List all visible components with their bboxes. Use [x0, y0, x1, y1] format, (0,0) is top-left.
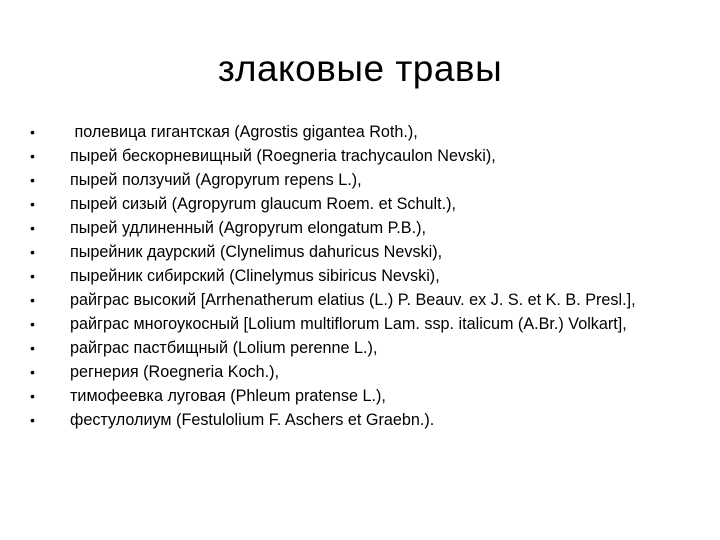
bullet-icon: •	[30, 292, 35, 308]
list-item-text: пырей ползучий (Agropyrum repens L.),	[70, 171, 362, 189]
bullet-icon: •	[30, 196, 35, 212]
list-item-text: тимофеевка луговая (Phleum pratense L.),	[70, 387, 386, 405]
bullet-icon: •	[30, 364, 35, 380]
list-item-text: пырейник сибирский (Clinelymus sibiricus Nevski),	[70, 267, 440, 285]
list-item	[28, 387, 688, 406]
list-item	[28, 315, 688, 334]
list-item	[28, 243, 688, 262]
list-item	[28, 339, 688, 358]
list-item-text: пырейник даурский (Clynelimus dahuricus Nevski),	[70, 243, 443, 261]
list-item	[28, 219, 688, 238]
grass-list	[28, 123, 688, 435]
list-item	[28, 291, 688, 310]
list-item	[28, 147, 688, 166]
list-item-text: пырей удлиненный (Agropyrum elongatum P.B.),	[70, 219, 426, 237]
list-item	[28, 123, 688, 142]
list-item-text: регнерия (Roegneria Koch.),	[70, 363, 280, 381]
slide-title: злаковые травы	[217, 48, 503, 89]
bullet-icon: •	[30, 340, 35, 356]
list-item-text: райграс пастбищный (Lolium perenne L.),	[70, 339, 378, 357]
bullet-icon: •	[30, 316, 35, 332]
list-item-text: пырей бескорневищный (Roegneria trachycaulon Nevski),	[70, 147, 496, 165]
bullet-icon: •	[30, 220, 35, 236]
list-item-text: пырей сизый (Agropyrum glaucum Roem. et Schult.),	[70, 195, 456, 213]
list-item-text: полевица гигантская (Agrostis gigantea Roth.),	[70, 123, 418, 141]
list-item	[28, 267, 688, 286]
list-item-text: райграс высокий [Arrhenatherum elatius (L.) P. Beauv. ex J. S. et K. B. Presl.],	[70, 291, 636, 309]
bullet-icon: •	[30, 388, 35, 404]
list-item	[28, 411, 688, 430]
bullet-icon: •	[30, 124, 35, 140]
list-item	[28, 195, 688, 214]
bullet-icon: •	[30, 412, 35, 428]
list-item-text: фестулолиум (Festulolium F. Aschers et Graebn.).	[70, 411, 435, 429]
bullet-icon: •	[30, 148, 35, 164]
bullet-icon: •	[30, 268, 35, 284]
bullet-icon: •	[30, 172, 35, 188]
bullet-icon: •	[30, 244, 35, 260]
list-item-text: райграс многоукосный [Lolium multiflorum Lam. ssp. italicum (A.Br.) Volkart],	[70, 315, 627, 333]
list-item	[28, 363, 688, 382]
list-item	[28, 171, 688, 190]
